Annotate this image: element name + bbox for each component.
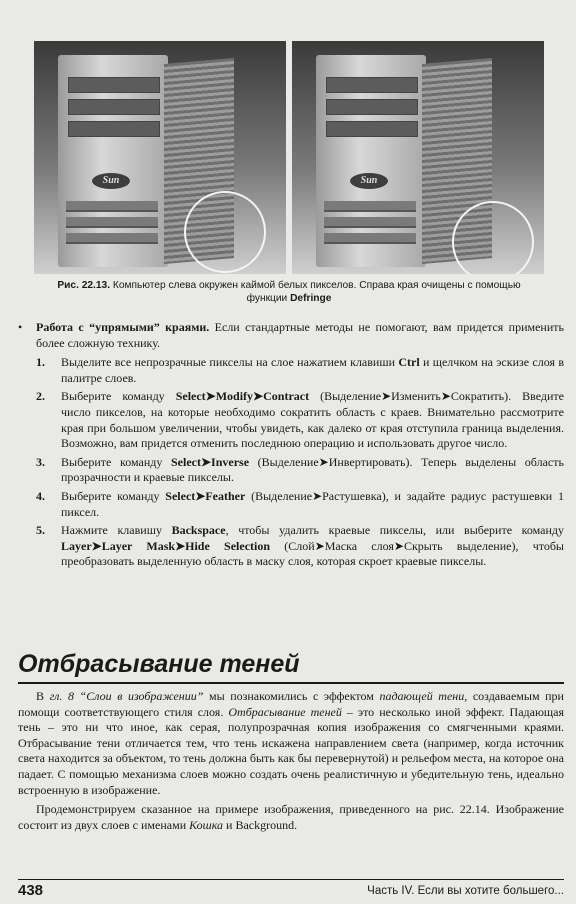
step-item — [36, 389, 564, 451]
figure-caption — [40, 279, 538, 305]
drive-bay — [326, 121, 418, 137]
step-number: 5. — [36, 523, 45, 538]
vent-slot — [324, 217, 416, 228]
step-item — [36, 489, 564, 520]
fringe-highlight-circle — [184, 191, 266, 273]
section-heading: Отбрасывание теней — [18, 646, 564, 684]
step-text: Выберите команду Select➤Feather (Выделение➤Растушевка), и задайте радиус растушевки 1 пиксел. — [61, 488, 564, 519]
step-number: 3. — [36, 454, 45, 469]
vent-slot — [324, 233, 416, 244]
paragraph: Продемонстрируем сказанное на примере изображения, приведенного на рис. 22.14. Изображение состоит из двух слоев с именами Кошка и Background. — [18, 802, 564, 832]
bullet-text: Если стандартные методы не помогают, вам придется применить более сложную технику. — [36, 320, 564, 350]
step-text: Выделите все непрозрачные пикселы на слое нажатием клавиши Ctrl и щелчком на эскизе слоя в палитре слоев. — [61, 355, 564, 385]
vent-slot — [66, 217, 158, 228]
step-text: Нажмите клавишу Backspace, чтобы удалить краевые пикселы, или выберите команду Layer➤Layer Mask➤Hide Selection (Слой➤Маска слоя➤Скрыть выделение), чтобы преобразовать выделенную область в маску слоя, которая скроет краевые пикселы. — [61, 523, 564, 569]
drive-bay — [68, 77, 160, 93]
drive-bay — [326, 77, 418, 93]
page-number: 438 — [18, 882, 44, 899]
bullet-title: Работа с “упрямыми” краями. — [36, 320, 210, 334]
step-number: 2. — [36, 389, 45, 404]
step-number: 1. — [36, 355, 45, 370]
caption-text: Компьютер слева окружен каймой белых пикселов. Справа края очищены с помощью функции — [112, 280, 521, 304]
vent-slot — [324, 201, 416, 212]
steps-list — [36, 355, 564, 570]
right-photo — [292, 41, 544, 274]
clean-edge-circle — [452, 201, 534, 274]
figure-22-13 — [34, 41, 544, 274]
vent-slot — [66, 233, 158, 244]
page-footer — [18, 879, 564, 902]
step-number: 4. — [36, 488, 45, 503]
step-item — [36, 455, 564, 486]
section-body — [18, 689, 564, 837]
step-item — [36, 355, 564, 386]
vent-slot — [66, 201, 158, 212]
drive-bay — [326, 99, 418, 115]
sun-logo: Sun — [92, 173, 130, 189]
step-text: Выберите команду Select➤Inverse (Выделение➤Инвертировать). Теперь выделены область прозрачности и краевые пикселы. — [61, 454, 564, 485]
left-photo — [34, 41, 286, 274]
sun-logo: Sun — [350, 173, 388, 189]
drive-bay — [68, 99, 160, 115]
caption-bold: Defringe — [290, 293, 332, 304]
drive-bay — [68, 121, 160, 137]
step-text: Выберите команду Select➤Modify➤Contract (Выделение➤Изменить➤Сократить). Введите число пикселов, на которые необходимо сократить область с краев. Внимательно рассмотрите края при большом увеличении, чтобы увидеть, как далеко от края отступила граница выделения. Возможно, вам придется отменить последнюю операцию и использовать другое число. — [61, 389, 564, 451]
paragraph: В гл. 8 “Слои в изображении” мы познакомились с эффектом падающей тени, создаваемым при помощи соответствующего стиля слоя. Отбрасывание теней – это несколько иной эффект. Падающая тень – это ни что иное, как серая, полупрозрачная копия изображения со смягченными краями. Отбрасывание тени отличается тем, что тень искажена направлением света (например, когда источник света находится за объектом, то тень должна быть как бы перевернутой) и рельефом места, на которое она падает. С помощью механизма слоев можно создать очень реалистичную и убедительную тень, идеально встроенную в изображение. — [18, 689, 565, 797]
caption-label: Рис. 22.13. — [57, 280, 111, 291]
computer-tower-front — [58, 55, 168, 267]
bullet-icon: • — [18, 320, 23, 334]
computer-tower-front — [316, 55, 426, 267]
stubborn-edges-block — [18, 320, 564, 573]
running-title: Часть IV. Если вы хотите большего... — [367, 885, 564, 897]
step-item — [36, 523, 564, 570]
